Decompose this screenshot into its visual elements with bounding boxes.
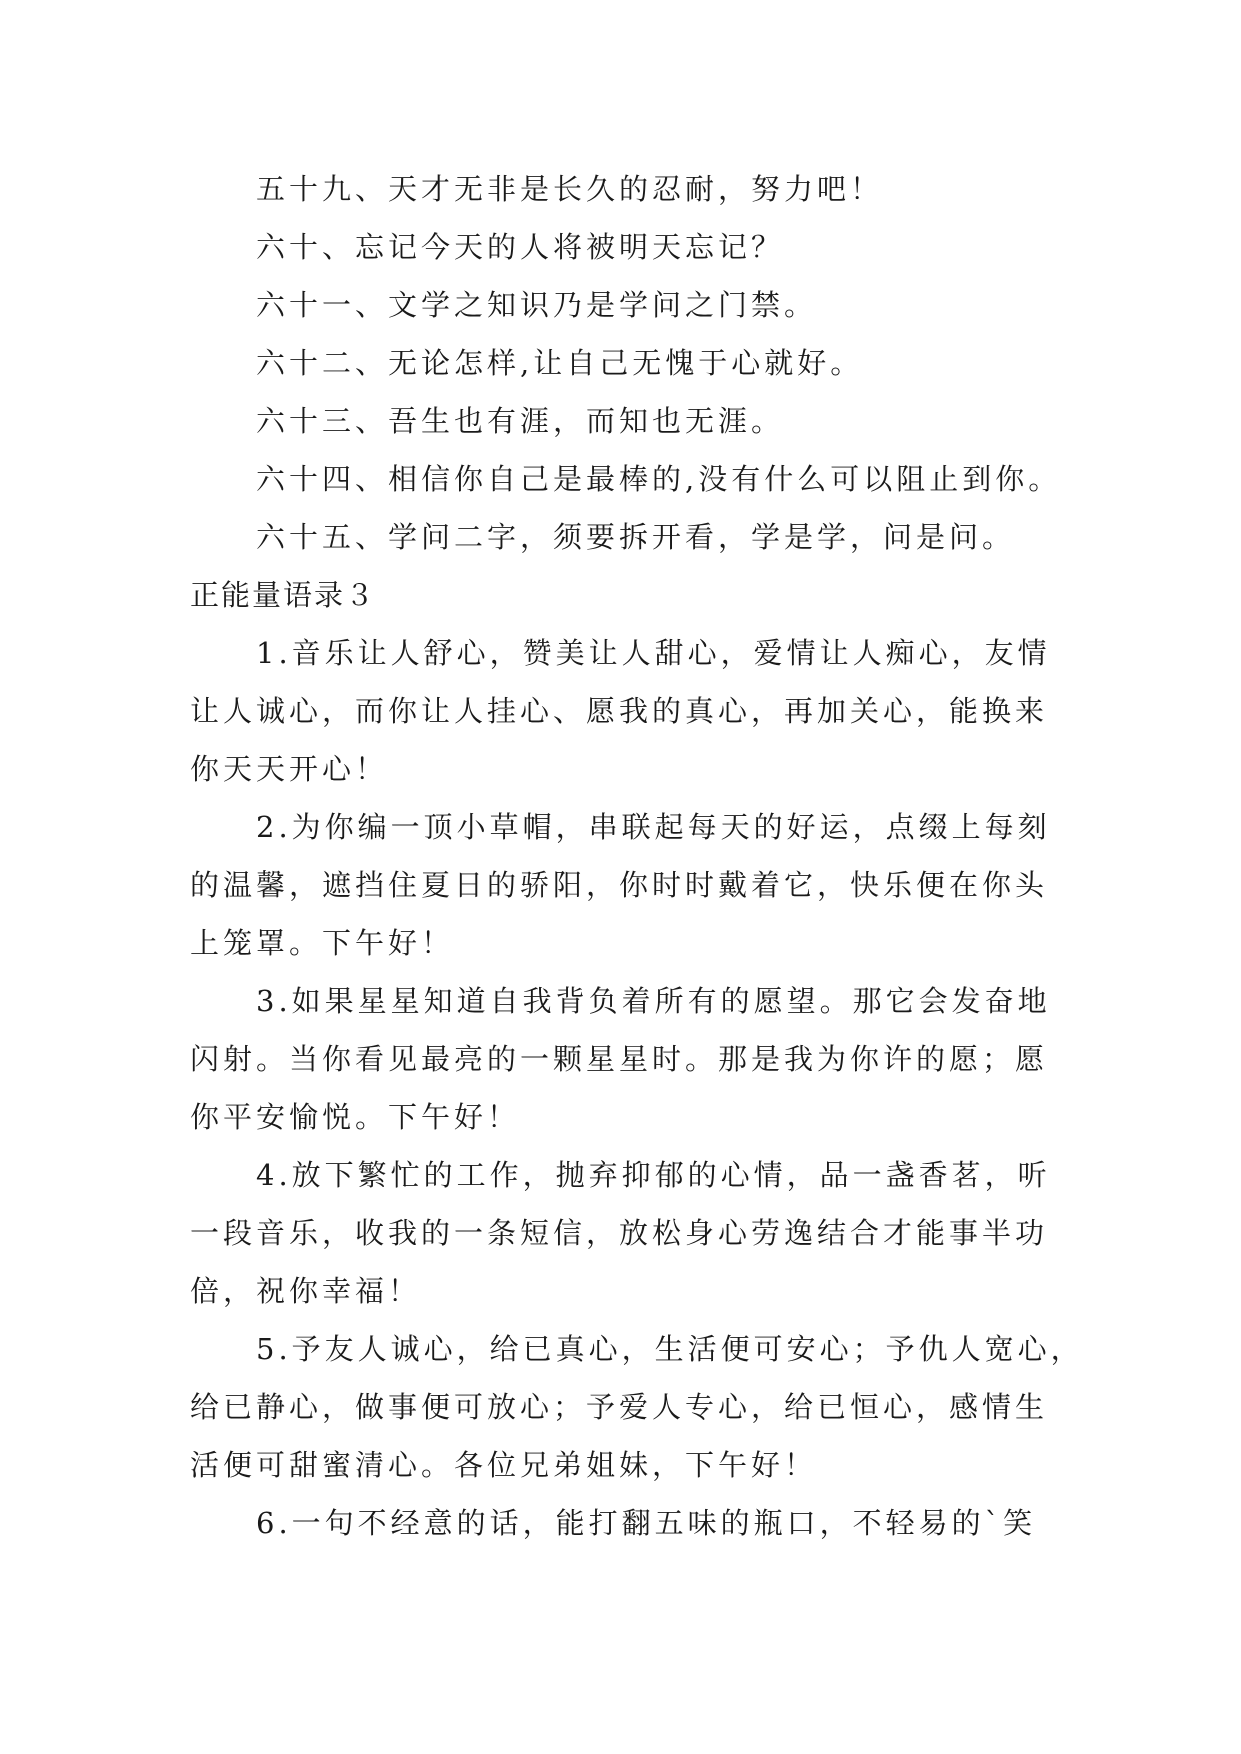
- quote-59: 五十九、天才无非是长久的忍耐，努力吧！: [256, 172, 884, 206]
- paragraph-line: 的温馨，遮挡住夏日的骄阳，你时时戴着它，快乐便在你头: [190, 868, 1049, 902]
- paragraph-line: 上笼罩。下午好！: [190, 926, 455, 960]
- paragraph-line: 2.为你编一顶小草帽，串联起每天的好运，点缀上每刻: [256, 810, 1051, 844]
- paragraph-line: 4.放下繁忙的工作，抛弃抑郁的心情，品一盏香茗，听: [256, 1158, 1051, 1192]
- paragraph-6: [190, 1494, 1050, 1552]
- section-heading: 正能量语录３: [190, 578, 377, 612]
- paragraph-line: 闪射。当你看见最亮的一颗星星时。那是我为你许的愿；愿: [190, 1042, 1049, 1076]
- paragraph-line: 6.一句不经意的话，能打翻五味的瓶口，不轻易的`笑: [256, 1506, 1037, 1540]
- paragraph-line: 你天天开心！: [190, 752, 389, 786]
- quote-63: 六十三、吾生也有涯，而知也无涯。: [256, 404, 785, 438]
- paragraph-line: 一段音乐，收我的一条短信，放松身心劳逸结合才能事半功: [190, 1216, 1049, 1250]
- paragraph-5: [190, 1320, 1084, 1494]
- paragraph-line: 你平安愉悦。下午好！: [190, 1100, 521, 1134]
- document-body: [190, 160, 1084, 1552]
- paragraph-line: 活便可甜蜜清心。各位兄弟姐妹，下午好！: [190, 1448, 818, 1482]
- paragraph-line: 5.予友人诚心，给已真心，生活便可安心；予仇人宽心，: [256, 1332, 1084, 1366]
- paragraph-line: 1.音乐让人舒心，赞美让人甜心，爱情让人痴心，友情: [256, 636, 1051, 670]
- paragraph-line: 3.如果星星知道自我背负着所有的愿望。那它会发奋地: [256, 984, 1051, 1018]
- paragraph-2: [190, 798, 1050, 972]
- paragraph-line: 倍，祝你幸福！: [190, 1274, 422, 1308]
- paragraph-line: 给已静心，做事便可放心；予爱人专心，给已恒心，感情生: [190, 1390, 1049, 1424]
- quote-65: 六十五、学问二字，须要拆开看，学是学，问是问。: [256, 520, 1016, 554]
- quote-64: 六十四、相信你自己是最棒的,没有什么可以阻止到你。: [256, 462, 1062, 496]
- paragraph-1: [190, 624, 1050, 798]
- paragraph-line: 让人诚心，而你让人挂心、愿我的真心，再加关心，能换来: [190, 694, 1049, 728]
- quote-62: 六十二、无论怎样,让自己无愧于心就好。: [256, 346, 864, 380]
- paragraph-3: [190, 972, 1050, 1146]
- quote-60: 六十、忘记今天的人将被明天忘记？: [256, 230, 785, 264]
- paragraph-4: [190, 1146, 1050, 1320]
- quote-61: 六十一、文学之知识乃是学问之门禁。: [256, 288, 818, 322]
